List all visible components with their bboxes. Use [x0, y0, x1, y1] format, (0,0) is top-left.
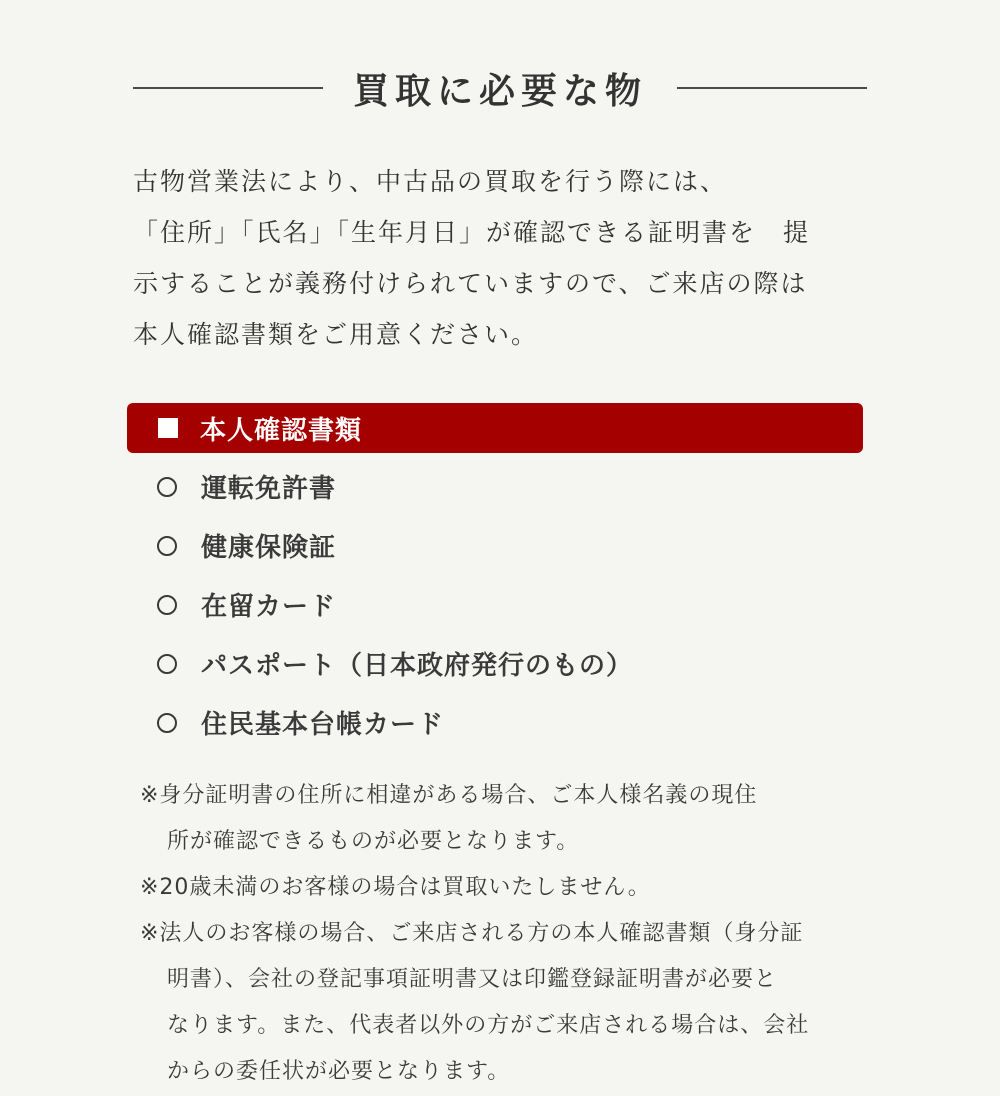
list-item	[157, 634, 633, 693]
circle-icon	[157, 477, 177, 497]
list-item-label: 健康保険証	[201, 533, 337, 563]
heading-divider-left	[133, 87, 323, 89]
note-line: ※20歳未満のお客様の場合は買取いたしません。	[140, 875, 651, 900]
documents-list	[157, 457, 633, 752]
list-item	[157, 575, 633, 634]
intro-line: 示することが義務付けられていますので、ご来店の際は	[133, 269, 808, 298]
page-title: 買取に必要な物	[353, 70, 648, 112]
list-item-label: 在留カード	[201, 592, 337, 622]
intro-line: 「住所」「氏名」「生年月日」が確認できる証明書を 提	[133, 218, 811, 247]
documents-title: 本人確認書類	[200, 415, 363, 446]
note-line: 明書）、会社の登記事項証明書又は印鑑登録証明書が必要と	[167, 967, 778, 992]
circle-icon	[157, 595, 177, 615]
intro-line: 本人確認書類をご用意ください。	[133, 320, 539, 349]
note-line: からの委任状が必要となります。	[167, 1059, 511, 1084]
list-item-label: 運転免許書	[201, 474, 337, 504]
circle-icon	[157, 713, 177, 733]
section-heading	[133, 60, 867, 116]
intro-paragraph	[133, 156, 867, 360]
note-line: なります。また、代表者以外の方がご来店される場合は、会社	[167, 1013, 810, 1038]
documents-title-bar	[127, 403, 863, 453]
note-line: 所が確認できるものが必要となります。	[167, 829, 580, 854]
note-line: ※身分証明書の住所に相違がある場合、ご本人様名義の現住	[140, 783, 758, 808]
white-square-icon	[158, 418, 178, 438]
list-item-label: 住民基本台帳カード	[201, 710, 445, 740]
list-item	[157, 516, 633, 575]
circle-icon	[157, 536, 177, 556]
notes-section	[140, 773, 865, 1095]
intro-line: 古物営業法により、中古品の買取を行う際には、	[133, 167, 728, 196]
list-item	[157, 457, 633, 516]
circle-icon	[157, 654, 177, 674]
note-line: ※法人のお客様の場合、ご来店される方の本人確認書類（身分証	[140, 921, 804, 946]
heading-divider-right	[677, 87, 867, 89]
list-item-label: パスポート（日本政府発行のもの）	[201, 651, 634, 681]
list-item	[157, 693, 633, 752]
